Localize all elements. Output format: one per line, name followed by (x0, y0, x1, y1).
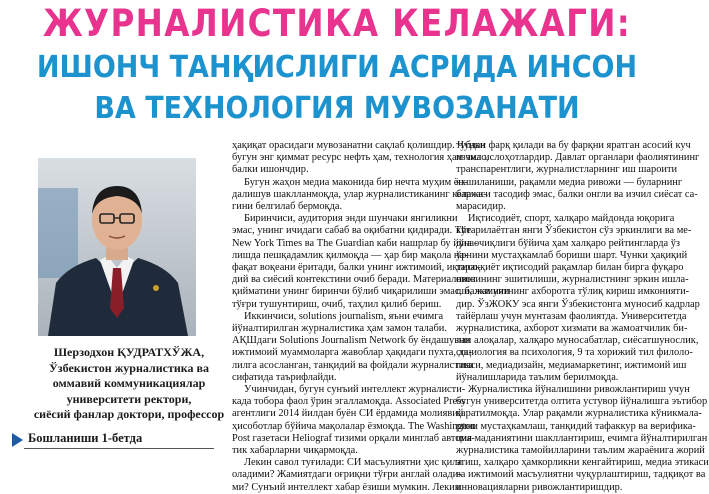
text-line: гини белгилаб бермоқда. (232, 201, 343, 213)
text-line: ўрнини мустаҳкамлаб бориши шарт. Чунки ҳақиқий (456, 249, 688, 261)
text-line: транспарентлиги, журналистларнинг иш шароити (456, 164, 678, 176)
text-line: журналистика тамойилларини таълим жараёнига жорий (456, 445, 705, 457)
text-line: рини мустаҳкамлаш, танқидий тафаккур ва верифика- (456, 420, 696, 432)
text-line: тўғри тушунтириш, очиб, таҳлил қилиб бериш. (232, 298, 442, 310)
text-line: оладими? Жамиятдаги оғриқни тўғри англай олади- (232, 469, 462, 481)
text-line: дир. ЎзЖОКУ эса янги Ўзбекистонга муносиб кадрлар (456, 298, 700, 310)
text-line: далишув шаклланмоқда, улар журналистиканинг келажа- (232, 188, 487, 200)
author-title-line: сиёсий фанлар доктори, профессор (33, 407, 225, 421)
text-line: овозининг эшитилиши, журналистнинг эркин ишла- (456, 274, 689, 286)
headline-line-1: ЖУРНАЛИСТИКА КЕЛАЖАГИ: (42, 2, 632, 45)
text-line: тубдан фарқ қилади ва бу фарқни яратган асосий куч (456, 140, 691, 151)
text-line: New York Times ва The Guardian каби нашрлар бу йўна- (232, 237, 478, 249)
author-title-line: оммавий коммуникациялар (52, 376, 206, 390)
text-line: АҚШдаги Solutions Journalism Network бу ёндашувни (232, 335, 471, 347)
text-line: ижтимоий муаммоларга жавоблар ҳақидаги пухта, да- (232, 347, 472, 359)
author-title-line: Ўзбекистон журналистика ва (49, 360, 209, 375)
text-line: йўналтирилган журналистика ҳам замон талаби. (232, 323, 447, 335)
text-line: журналистика, ахборот хизмати ва жамоатчилик би- (456, 323, 688, 335)
text-line: марасидир. (456, 201, 506, 213)
text-line: изчил ислоҳотлардир. Давлат органлари фаолиятининг (456, 152, 700, 164)
author-photo (38, 158, 196, 336)
text-line: йўналишларида таълим берилмоқда. (456, 371, 619, 383)
text-line: ва ижтимоий масъулиятни чуқурлаштириш, тадқиқот ва (456, 469, 706, 481)
text-line: яхшиланиши, рақамли медиа ривожи — буларнинг (456, 176, 683, 188)
text-line: Бугун жаҳон медиа маконида бир нечта муҳим ён- (244, 176, 468, 188)
text-line: қаратилмоқда. Улар рақамли журналистика кўникмала- (456, 408, 702, 420)
text-line: када тобора фаол ўрин эгалламоқда. Associated Press (232, 396, 466, 408)
text-line: Лекин савол туғилади: СИ масъулиятни ҳис қила (244, 457, 462, 469)
text-line: гияси, медиадизайн, медиамаркетинг, ижтимоий иш (456, 359, 687, 371)
author-caption (26, 345, 232, 423)
text-line: инновацияларни ривожлантиришдир. (456, 481, 623, 493)
article-column-2 (456, 140, 709, 494)
text-line: ция маданиятини шакллантириш, ечимга йўналтирилган (456, 432, 708, 444)
text-line: эмас, унинг ичидаги сабаб ва оқибатни қидиради. The (232, 225, 471, 237)
continuation-note (12, 431, 212, 447)
text-line: диа очиқлиги бўйича ҳам халқаро рейтингларда ўз (456, 237, 681, 249)
text-line: лилга асосланган, танқидий ва фойдали журналистика (232, 359, 474, 371)
arrow-right-icon (12, 433, 23, 447)
headline-line-3: ВА ТЕХНОЛОГИЯ МУВОЗАНАТИ (94, 91, 580, 126)
text-line: агентлиги 2014 йилдан буён СИ ёрдамида молиявий (232, 408, 464, 420)
text-line: дий ва сиёсий контекстини очиб беради. Материалнинг (232, 274, 478, 286)
text-line: қийматини унинг биринчи бўлиб чиқарилиши эмас, балки уни (232, 286, 510, 298)
continuation-text: Бошланиши 1-бетда (28, 431, 143, 445)
text-line: ши, жамиятнинг ахборотга тўлиқ кириш имконияти- (456, 286, 690, 298)
text-line: тик хабарларни чиқармоқда. (232, 445, 358, 457)
text-line: этиш, халқаро ҳамкорликни кенгайтириш, медиа этикаси (456, 457, 709, 469)
text-line: лан алоқалар, халқаро муносабатлар, сиёсатшунослик, (456, 335, 699, 347)
headline-line-2: ИШОНЧ ТАНҚИСЛИГИ АСРИДА ИНСОН (36, 50, 638, 85)
text-line: барчаси тасодиф эмас, балки онгли ва изчил сиёсат са- (456, 188, 698, 200)
text-line: тараққиёт иқтисодий рақамлар билан бирга фуқаро (456, 262, 684, 274)
text-line: Иқтисодиёт, спорт, халқаро майдонда юқорига (468, 213, 675, 225)
text-line: сифатида таърифлайди. (232, 371, 337, 383)
text-line: ҳисоботлар бўйича мақолалар ёзмоқда. The Washington (232, 420, 476, 432)
text-line: балки ишончдир. (232, 164, 309, 176)
text-line: тайёрлаш учун мунтазам фаолиятда. Университетда (456, 310, 687, 322)
text-line: Иккинчиси, solutions journalism, яъни ечимга (244, 310, 444, 322)
text-line: Учинчидан, бугун сунъий интеллект журналисти- (244, 384, 466, 396)
text-line: ҳақиқат орасидаги мувозанатни сақлаб қолишдир. Чунки (232, 140, 486, 151)
text-line: лишда пешқадамлик қилмоқда — ҳар бир мақола на- (232, 249, 468, 261)
text-line: Биринчиси, аудитория энди шунчаки янгиликни (244, 213, 458, 225)
divider (24, 448, 214, 449)
text-line: фақат воқеани ёритади, балки унинг ижтимоий, иқтисо- (232, 262, 481, 274)
text-line: ми? Сунъий интеллект хабар ёзиши мумкин. Лекин (232, 481, 461, 493)
text-line: бугун университетда олтита устувор йўналишга эътибор (456, 396, 708, 408)
author-title-line: университети ректори, (66, 391, 192, 406)
text-line: социология ва психология, 9 та хорижий тил филоло- (456, 347, 693, 359)
text-line: Post газетаси Heliograf тизими орқали минглаб автома- (232, 432, 475, 444)
text-line: Журналистика йўналишини ривожлантириш учун (468, 384, 690, 396)
text-line: кўтарилаётган янги Ўзбекистон сўз эркинлиги ва ме- (456, 225, 692, 237)
text-line: бугун энг қиммат ресурс нефть ҳам, технология ҳам эмас, (232, 152, 489, 164)
author-name: Шерзодхон ҚУДРАТХЎЖА, (53, 345, 205, 359)
